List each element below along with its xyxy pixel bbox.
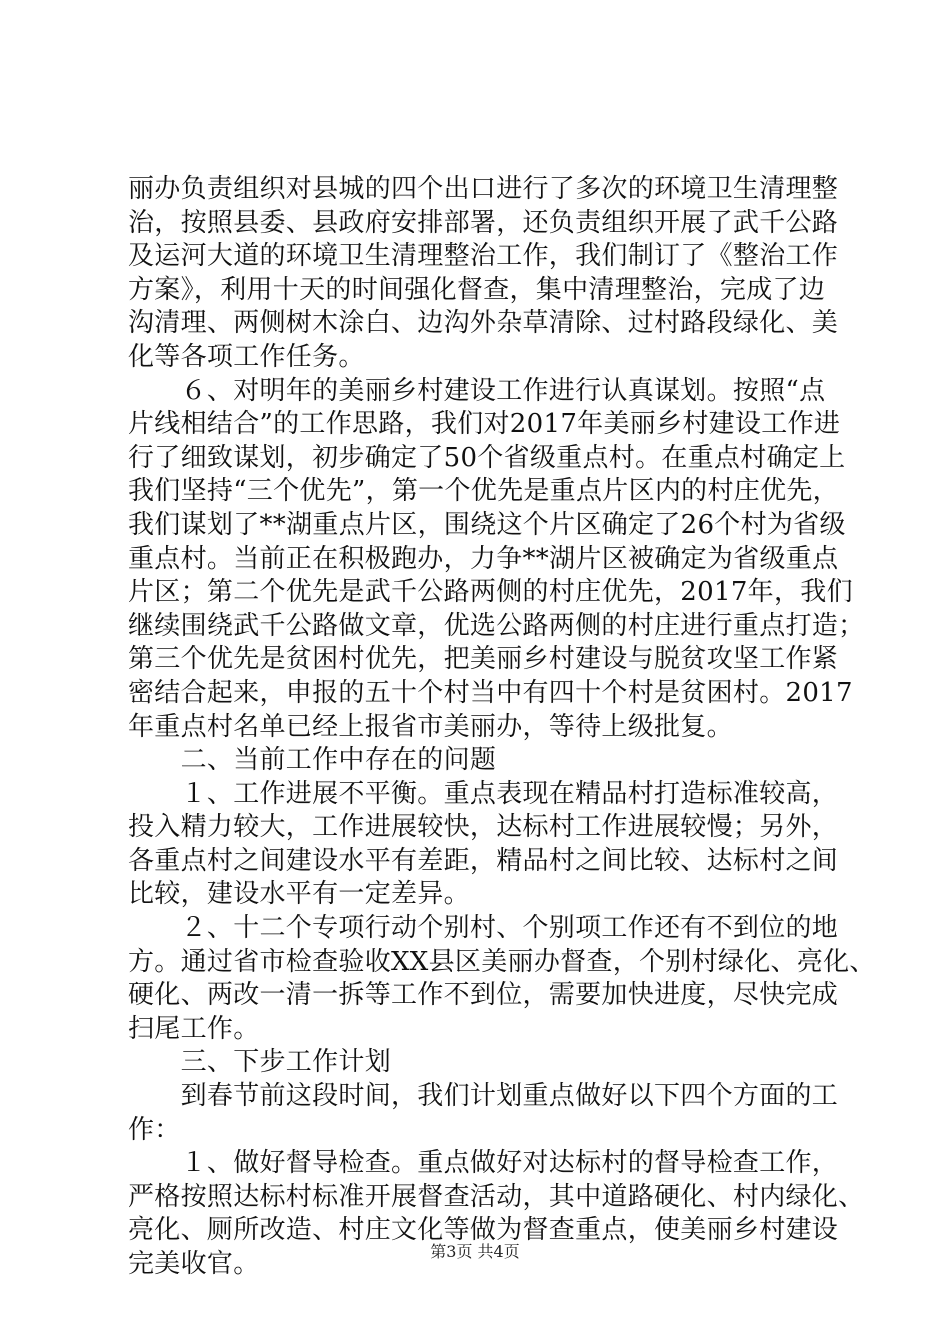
text-line: 严格按照达标村标准开展督查活动，其中道路硬化、村内绿化、 <box>128 1181 865 1212</box>
text-line: 丽办负责组织对县城的四个出口进行了多次的环境卫生清理整 <box>128 174 839 204</box>
text-line: 亮化、厕所改造、村庄文化等做为督查重点，使美丽乡村建设 <box>128 1215 839 1246</box>
page-number-footer: 第3页 共4页 <box>430 1242 520 1261</box>
text-line: 作： <box>128 1114 181 1145</box>
text-line: 重点村。当前正在积极跑办，力争**湖片区被确定为省级重点 <box>128 543 839 574</box>
text-line: 比较，建设水平有一定差异。 <box>128 879 470 910</box>
text-line: ２、十二个专项行动个别村、个别项工作还有不到位的地 <box>128 913 839 944</box>
text-line: 方案》，利用十天的时间强化督查，集中清理整治，完成了边 <box>128 274 826 305</box>
text-line: ６、对明年的美丽乡村建设工作进行认真谋划。按照“点 <box>128 375 826 406</box>
text-line: 我们谋划了**湖重点片区，围绕这个片区确定了26个村为省级 <box>128 509 846 540</box>
text-line: 继续围绕武千公路做文章，优选公路两侧的村庄进行重点打造； <box>128 610 865 641</box>
text-line: 各重点村之间建设水平有差距，精品村之间比较、达标村之间 <box>128 845 839 876</box>
text-line: 年重点村名单已经上报省市美丽办，等待上级批复。 <box>128 711 733 742</box>
document-body <box>128 173 876 1282</box>
text-line: 密结合起来，申报的五十个村当中有四十个村是贫困村。2017 <box>128 677 853 708</box>
text-line: １、工作进展不平衡。重点表现在精品村打造标准较高， <box>128 778 839 809</box>
text-line: 完美收官。 <box>128 1249 260 1279</box>
text-line: 我们坚持“三个优先”，第一个优先是重点片区内的村庄优先， <box>128 476 839 507</box>
text-line: 化等各项工作任务。 <box>128 341 365 372</box>
text-line: 行了细致谋划，初步确定了50个省级重点村。在重点村确定上 <box>128 442 846 473</box>
text-line: 扫尾工作。 <box>128 1013 260 1044</box>
text-line: 方。通过省市检查验收XX县区美丽办督查，个别村绿化、亮化、 <box>128 946 876 977</box>
text-line: 片区；第二个优先是武千公路两侧的村庄优先，2017年，我们 <box>128 577 853 608</box>
text-line: 到春节前这段时间，我们计划重点做好以下四个方面的工 <box>128 1081 839 1112</box>
text-line: 片线相结合”的工作思路，我们对2017年美丽乡村建设工作进 <box>128 409 841 440</box>
text-line: １、做好督导检查。重点做好对达标村的督导检查工作， <box>128 1148 839 1179</box>
text-line: 投入精力较大，工作进展较快，达标村工作进展较慢；另外， <box>128 812 839 843</box>
text-line: 治，按照县委、县政府安排部署，还负责组织开展了武千公路 <box>128 207 839 238</box>
text-line: 沟清理、两侧树木涂白、边沟外杂草清除、过村路段绿化、美 <box>128 308 839 339</box>
section-heading: 三、下步工作计划 <box>128 1047 392 1078</box>
section-heading: 二、当前工作中存在的问题 <box>128 745 497 776</box>
text-line: 硬化、两改一清一拆等工作不到位，需要加快进度，尽快完成 <box>128 980 839 1011</box>
text-line: 及运河大道的环境卫生清理整治工作，我们制订了《整治工作 <box>128 241 839 272</box>
text-line: 第三个优先是贫困村优先，把美丽乡村建设与脱贫攻坚工作紧 <box>128 644 839 675</box>
